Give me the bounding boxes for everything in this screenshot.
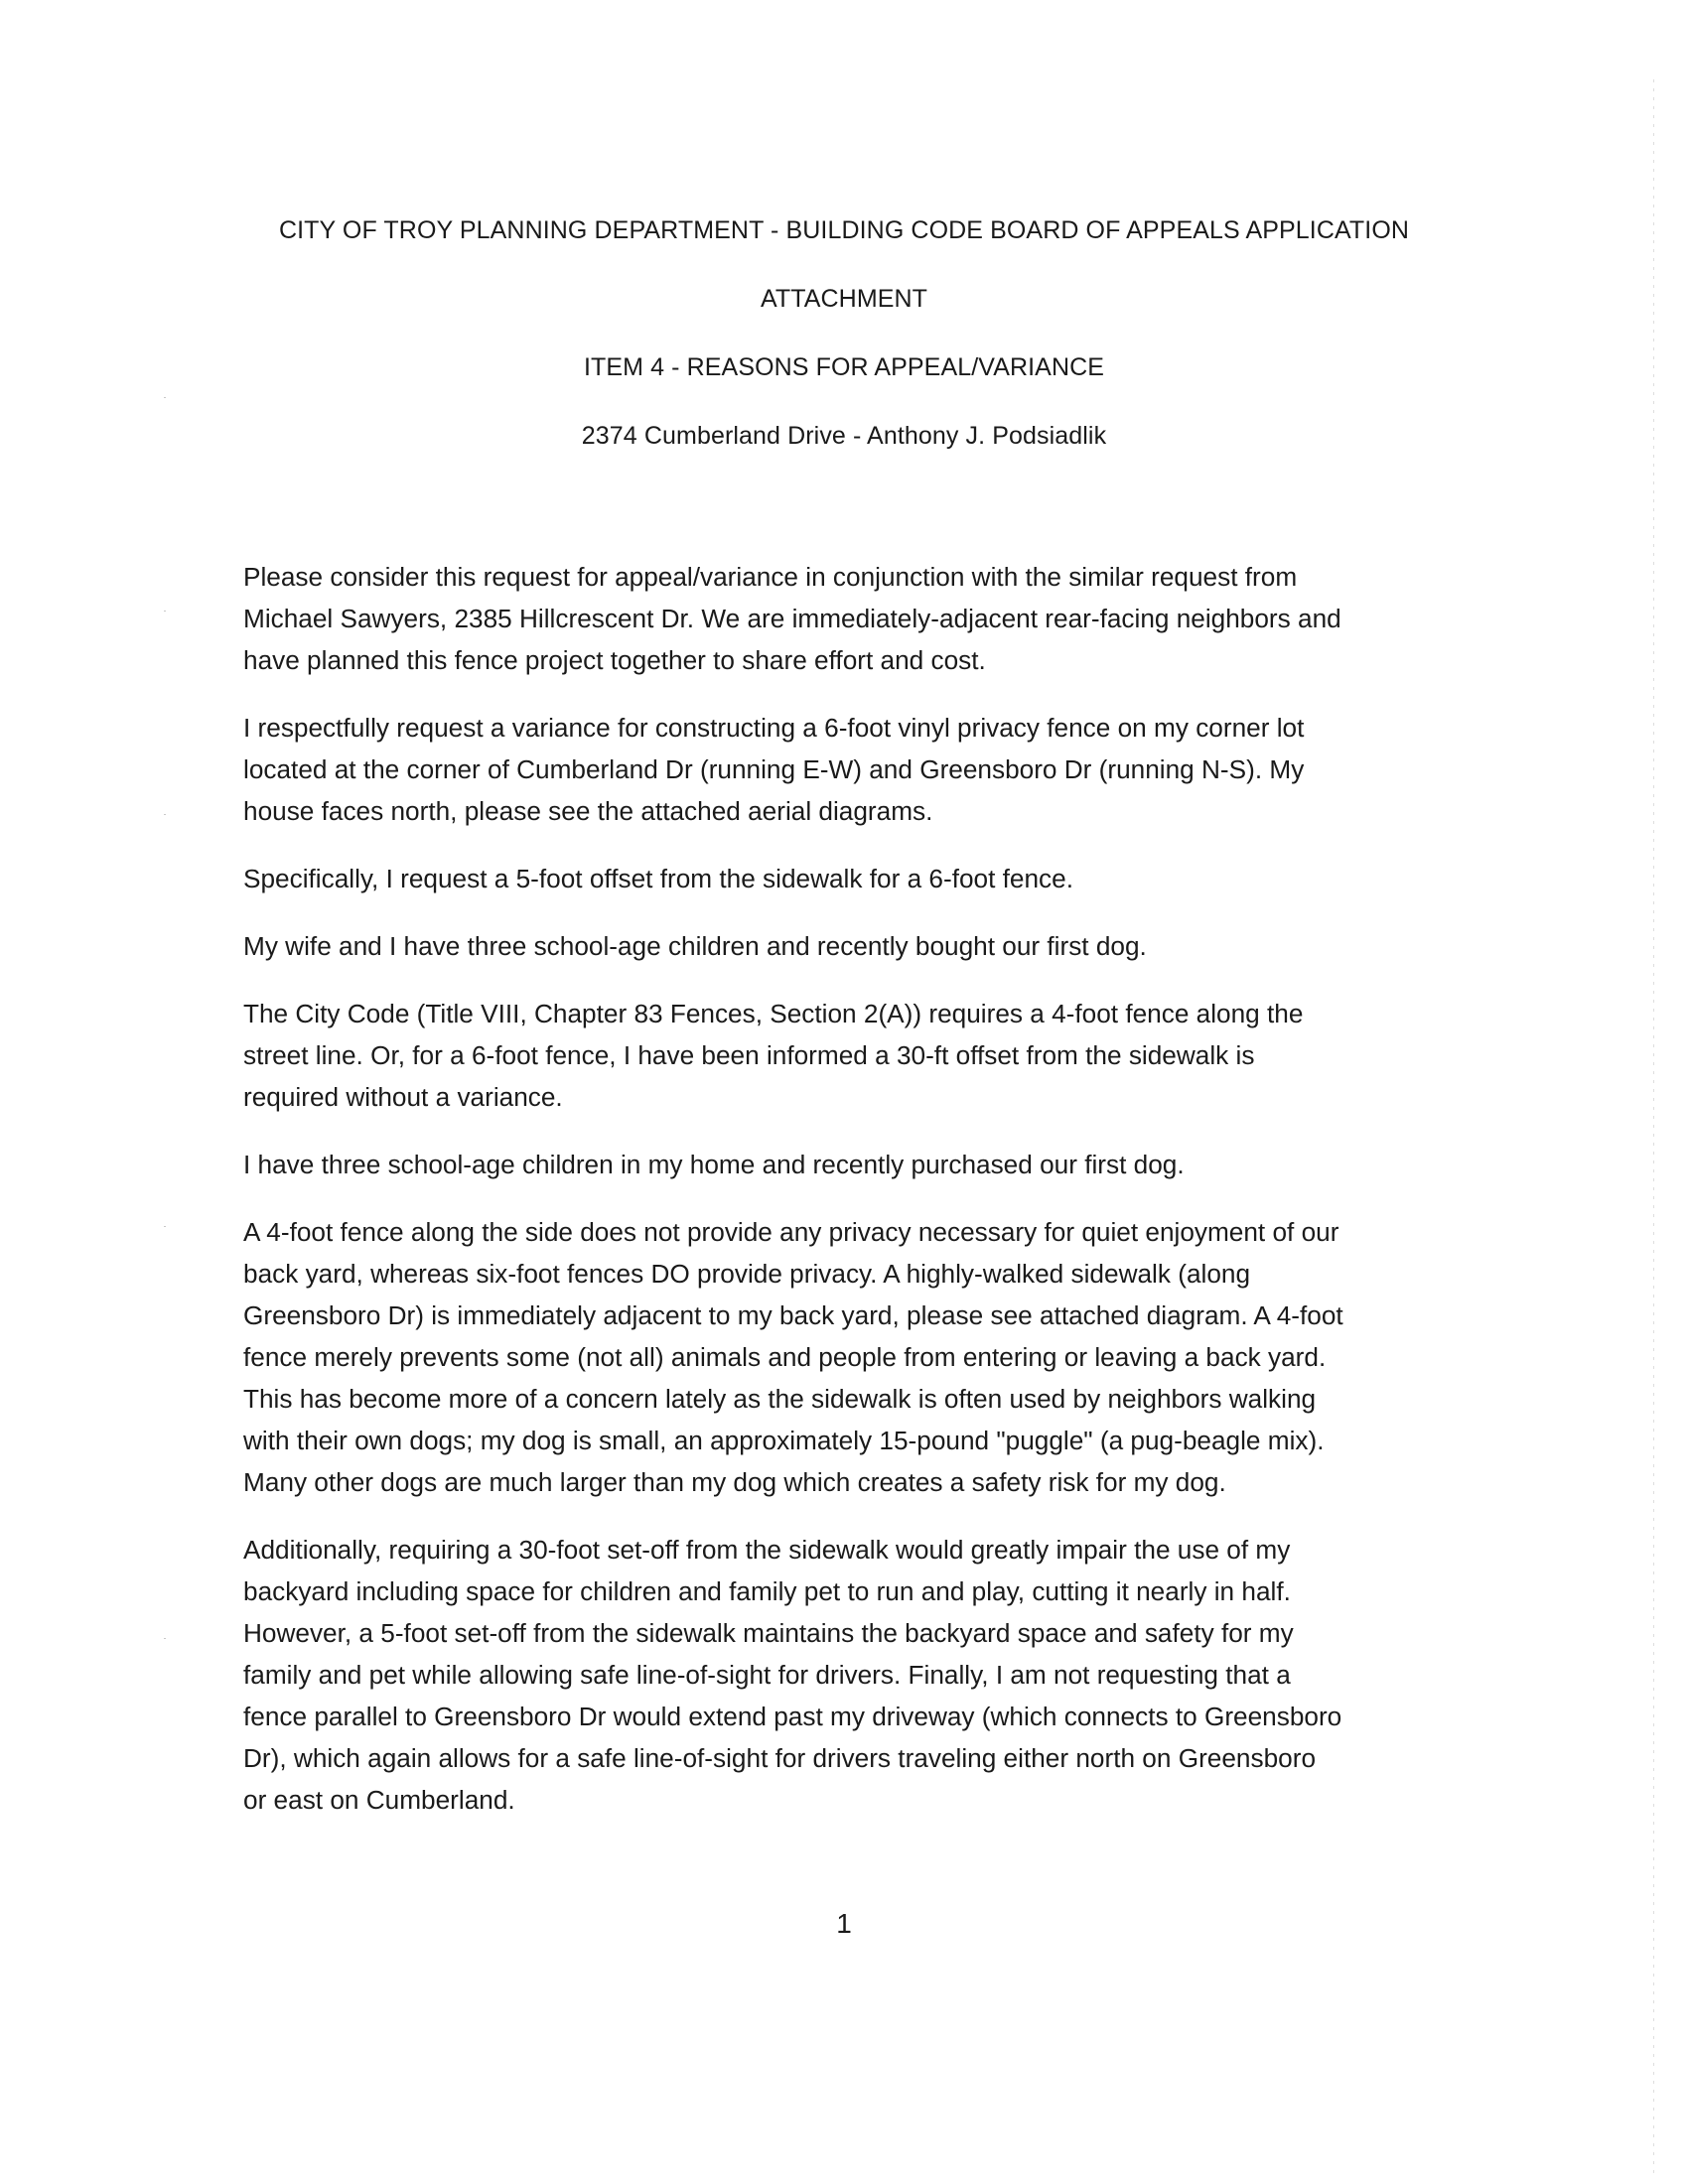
paragraph-4 <box>243 925 1395 967</box>
text-line: located at the corner of Cumberland Dr (running E-W) and Greensboro Dr (running N-S). My <box>243 754 1305 784</box>
text-line: Additionally, requiring a 30-foot set-off from the sidewalk would greatly impair the use of my <box>243 1535 1291 1565</box>
text-line: required without a variance. <box>243 1082 563 1112</box>
text-line: fence merely prevents some (not all) animals and people from entering or leaving a back yard. <box>243 1342 1327 1372</box>
paragraph-8 <box>243 1529 1395 1821</box>
text-line: A 4-foot fence along the side does not provide any privacy necessary for quiet enjoyment of our <box>243 1217 1339 1247</box>
page-number: 1 <box>836 1908 852 1939</box>
text-line: family and pet while allowing safe line-of-sight for drivers. Finally, I am not requesting that a <box>243 1660 1291 1690</box>
text-line: Greensboro Dr) is immediately adjacent to my back yard, please see attached diagram. A 4-foot <box>243 1300 1343 1330</box>
paragraph-3 <box>243 858 1395 899</box>
header-address: 2374 Cumberland Drive - Anthony J. Podsiadlik <box>581 422 1107 450</box>
text-line: Please consider this request for appeal/variance in conjunction with the similar request from <box>243 562 1298 592</box>
paragraph-1 <box>243 556 1395 681</box>
text-line: Dr), which again allows for a safe line-of-sight for drivers traveling either north on Greensboro <box>243 1743 1317 1773</box>
body-text <box>243 556 1395 1846</box>
text-line: I respectfully request a variance for constructing a 6-foot vinyl privacy fence on my corner lot <box>243 713 1305 743</box>
text-line: have planned this fence project together to share effort and cost. <box>243 645 986 675</box>
paragraph-2 <box>243 707 1395 832</box>
scan-specks <box>164 397 168 1688</box>
text-line: fence parallel to Greensboro Dr would extend past my driveway (which connects to Greensboro <box>243 1702 1342 1731</box>
scan-edge-line <box>1653 79 1654 2174</box>
header-item: ITEM 4 - REASONS FOR APPEAL/VARIANCE <box>583 353 1105 381</box>
paragraph-6 <box>243 1144 1395 1185</box>
text-line: house faces north, please see the attached aerial diagrams. <box>243 796 933 826</box>
text-line: My wife and I have three school-age children and recently bought our first dog. <box>243 931 1147 961</box>
text-line: Many other dogs are much larger than my dog which creates a safety risk for my dog. <box>243 1467 1226 1497</box>
header-attachment: ATTACHMENT <box>760 285 928 313</box>
text-line: or east on Cumberland. <box>243 1785 515 1815</box>
paragraph-5 <box>243 993 1395 1118</box>
header-title: CITY OF TROY PLANNING DEPARTMENT - BUILDING CODE BOARD OF APPEALS APPLICATION <box>278 216 1410 244</box>
text-line: with their own dogs; my dog is small, an approximately 15-pound "puggle" (a pug-beagle mix). <box>243 1426 1325 1455</box>
text-line: back yard, whereas six-foot fences DO provide privacy. A highly-walked sidewalk (along <box>243 1259 1251 1289</box>
text-line: Specifically, I request a 5-foot offset from the sidewalk for a 6-foot fence. <box>243 864 1073 893</box>
text-line: Michael Sawyers, 2385 Hillcrescent Dr. We are immediately-adjacent rear-facing neighbors and <box>243 604 1341 633</box>
paragraph-7 <box>243 1211 1395 1503</box>
text-line: I have three school-age children in my home and recently purchased our first dog. <box>243 1150 1185 1179</box>
text-line: The City Code (Title VIII, Chapter 83 Fences, Section 2(A)) requires a 4-foot fence along the <box>243 999 1304 1028</box>
text-line: This has become more of a concern lately as the sidewalk is often used by neighbors walking <box>243 1384 1317 1414</box>
text-line: However, a 5-foot set-off from the sidewalk maintains the backyard space and safety for my <box>243 1618 1294 1648</box>
text-line: street line. Or, for a 6-foot fence, I have been informed a 30-ft offset from the sidewalk is <box>243 1040 1255 1070</box>
text-line: backyard including space for children and family pet to run and play, cutting it nearly in half. <box>243 1576 1291 1606</box>
